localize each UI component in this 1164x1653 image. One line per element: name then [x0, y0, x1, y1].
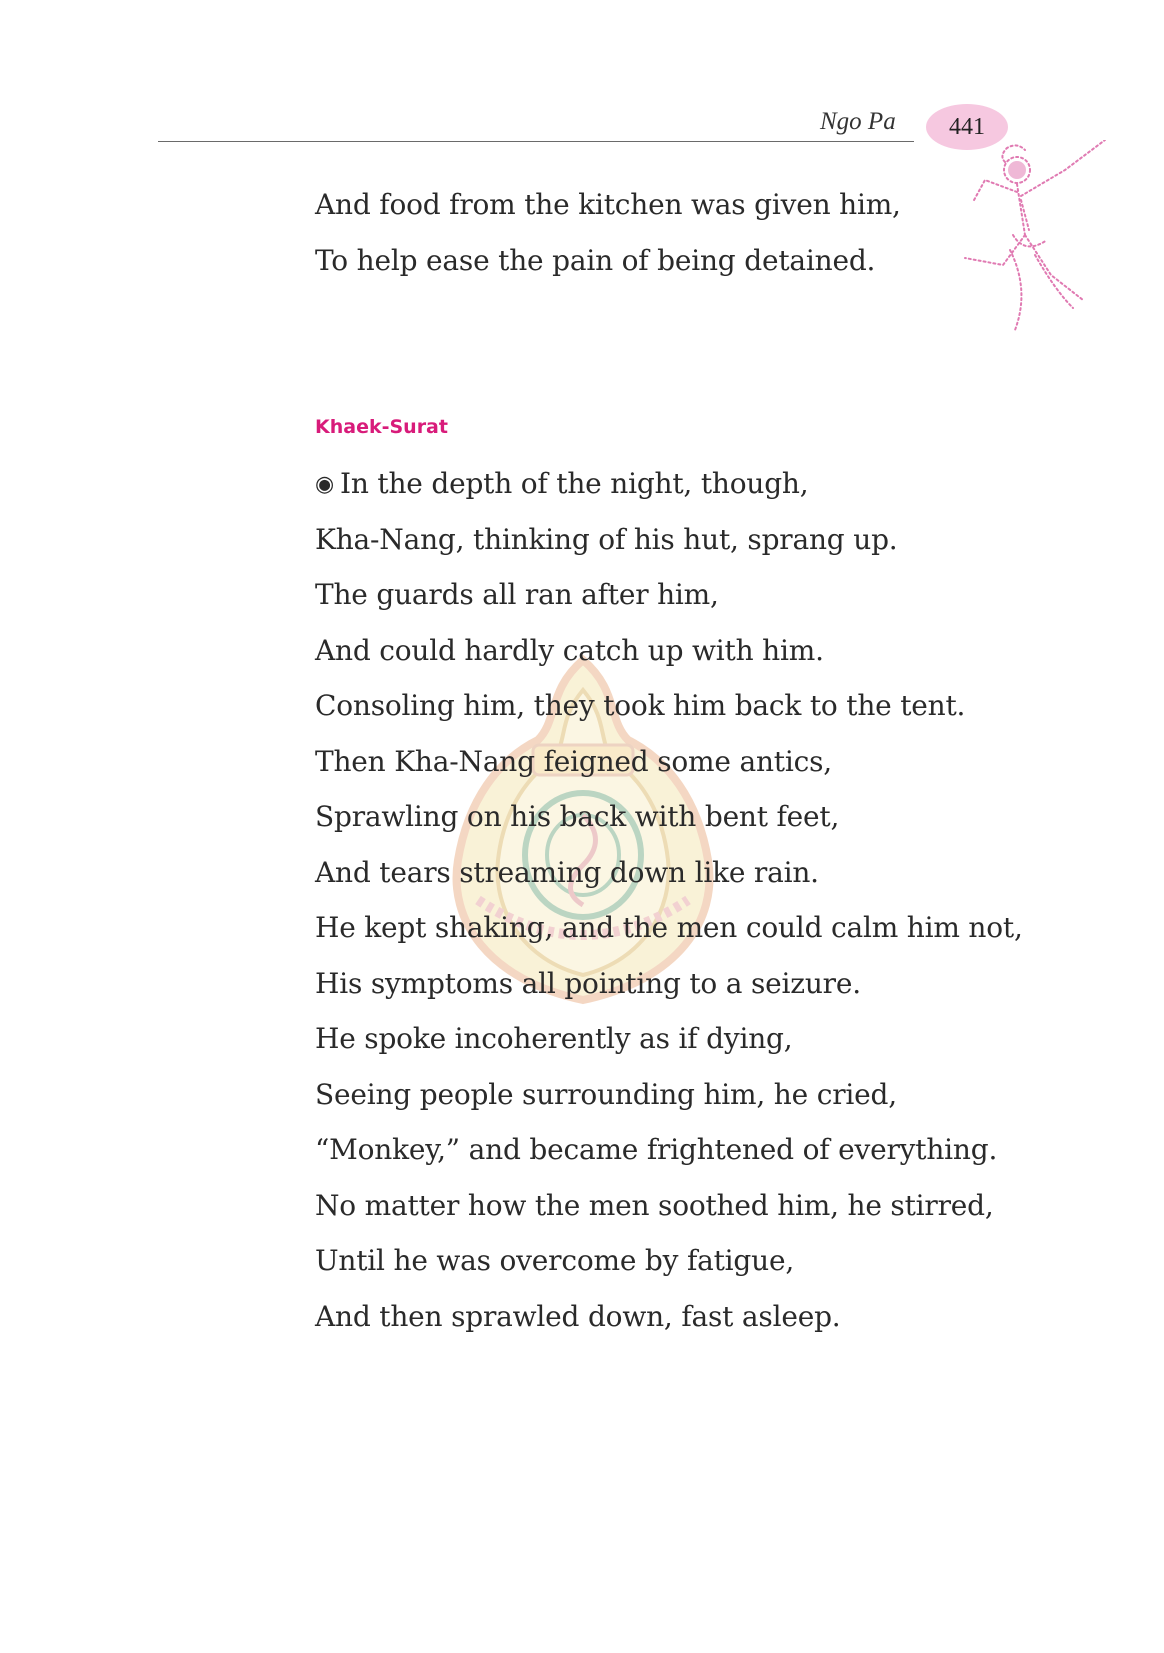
verse-line: The guards all ran after him, [315, 578, 719, 611]
verse-line: He spoke incoherently as if dying, [315, 1022, 793, 1055]
verse-line: His symptoms all pointing to a seizure. [315, 966, 861, 1000]
dancer-figure-icon [955, 140, 1115, 345]
verse-line: And then sprawled down, fast asleep. [315, 1299, 841, 1333]
verse-line: And tears streaming down like rain. [315, 855, 819, 889]
verse-line: And food from the kitchen was given him, [315, 188, 901, 221]
verse-line: Sprawling on his back with bent feet, [315, 800, 840, 833]
stanza-khaek-surat [315, 456, 1023, 1344]
verse-line: To help ease the pain of being detained. [315, 243, 876, 277]
verse-line: He kept shaking, and the men could calm him not, [315, 911, 1023, 944]
verse-line: “Monkey,” and became frightened of everything. [315, 1133, 998, 1166]
verse-line: Then Kha-Nang feigned some antics, [315, 744, 832, 778]
bullet-icon: ◉ [315, 472, 334, 497]
verse-line: Seeing people surrounding him, he cried, [315, 1077, 897, 1111]
running-title: Ngo Pa [820, 108, 896, 135]
section-label: Khaek-Surat [315, 416, 448, 438]
header-rule [158, 141, 914, 142]
page-number: 441 [949, 113, 985, 140]
verse-line: Kha-Nang, thinking of his hut, sprang up. [315, 522, 898, 556]
verse-line: ◉ In the depth of the night, though, [315, 467, 809, 500]
verse-line: Until he was overcome by fatigue, [315, 1244, 795, 1277]
verse-line: Consoling him, they took him back to the tent. [315, 689, 966, 722]
verse-line: And could hardly catch up with him. [315, 633, 824, 667]
stanza-continuation [315, 177, 901, 288]
verse-line: No matter how the men soothed him, he stirred, [315, 1188, 994, 1222]
